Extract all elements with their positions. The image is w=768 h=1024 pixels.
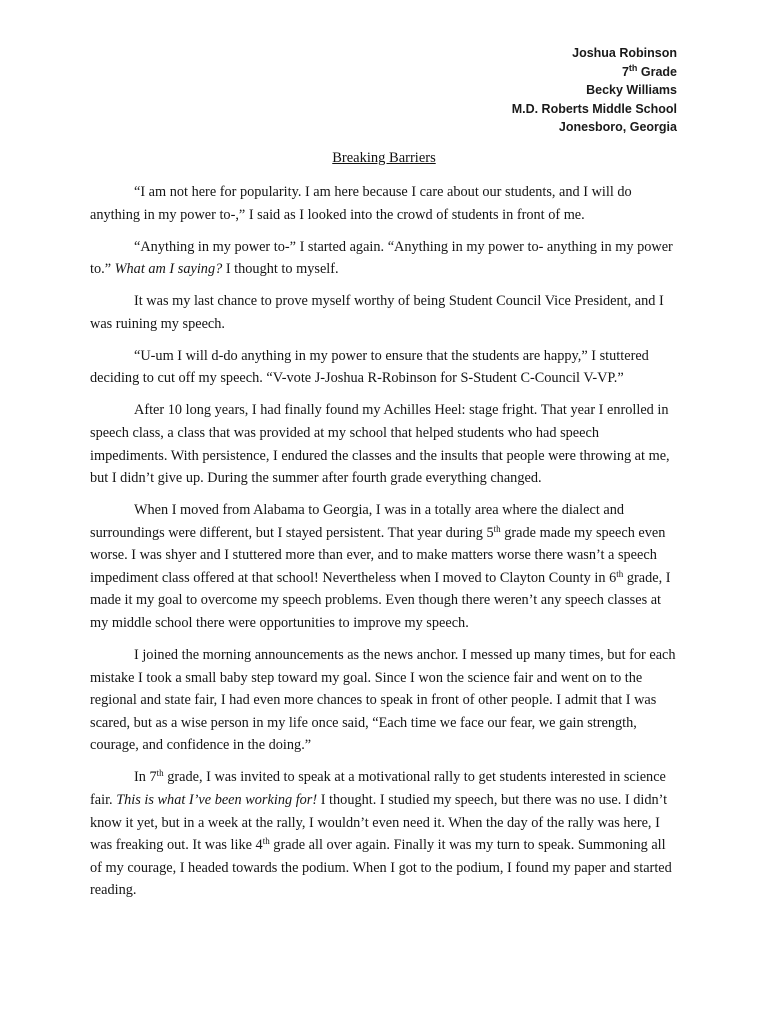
paragraph-2 xyxy=(90,236,676,281)
ordinal-suffix: th xyxy=(262,836,270,847)
paragraph-text: It was my last chance to prove myself worthy of being Student Council Vice President, and I was ruining my speech. xyxy=(90,293,664,332)
paragraph-5 xyxy=(90,399,676,489)
school-name: M.D. Roberts Middle School xyxy=(511,101,677,116)
paragraph-text: grade all over again. Finally it was my turn to speak. Summoning all of my courage, I headed towards the podium. When I got to the podium, I found my paper and started reading. xyxy=(90,837,672,899)
paragraph-text: “I am not here for popularity. I am here because I care about our students, and I will do anything in my power to-,” I said as I looked into the crowd of students in front of me. xyxy=(90,184,632,223)
paragraph-text: I thought. I studied my speech, but there was no use. I didn’t know it yet, but in a week at the rally, I wouldn’t even need it. When the day of the rally was here, I was freaking out. It was like 4 xyxy=(90,791,668,854)
paragraph-text: When I moved from Alabama to Georgia, I was in a totally area where the dialect and surroundings were different, but I stayed persistent. That year during 5 xyxy=(90,502,625,541)
essay-body xyxy=(90,181,676,911)
essay-title xyxy=(0,148,768,168)
grade-word: Grade xyxy=(637,64,677,79)
paragraph-6 xyxy=(90,499,676,635)
paragraph-text: grade made my speech even worse. I was shyer and I stuttered more than ever, and to make matters worse there wasn’t a speech impediment class offered at that school! Nevertheless when I moved to Clayton County in 6 xyxy=(90,524,666,586)
ordinal-suffix: th xyxy=(493,523,501,534)
teacher-name: Becky Williams xyxy=(586,83,677,98)
ordinal-suffix: th xyxy=(616,568,624,579)
paragraph-3 xyxy=(90,290,676,335)
paragraph-text: I thought to myself. xyxy=(222,261,339,278)
italic-thought: What am I saying? xyxy=(114,261,223,278)
paragraph-text: “U-um I will d-do anything in my power to ensure that the students are happy,” I stuttered deciding to cut off my speech. “V-vote J-Joshua R-Robinson for S-Student C-Council V-VP.” xyxy=(90,347,649,387)
paragraph-text: In 7 xyxy=(134,769,157,786)
paragraph-4 xyxy=(90,345,676,390)
paragraph-text: I joined the morning announcements as the news anchor. I messed up many times, but for each mistake I took a small baby step toward my goal. Since I won the science fair and went on to the regional and state fair, I had even more chances to speak in front of other people. I admit that I was scared, but as a wise person in my life once said, “Each time we face our fear, we gain strength, courage, and confidence in the doing.” xyxy=(90,647,676,754)
paragraph-text: grade, I made it my goal to overcome my speech problems. Even though there weren’t any speech classes at my middle school there were opportunities to improve my speech. xyxy=(90,569,671,632)
paragraph-1 xyxy=(90,181,676,226)
grade-ordinal: th xyxy=(628,62,638,73)
author-grade xyxy=(512,63,677,82)
author-header xyxy=(512,44,677,137)
grade-number: 7 xyxy=(621,64,629,79)
italic-thought: This is what I’ve been working for! xyxy=(116,791,318,808)
school-location: Jonesboro, Georgia xyxy=(558,120,677,135)
essay-title-text: Breaking Barriers xyxy=(332,150,436,166)
paragraph-text: After 10 long years, I had finally found my Achilles Heel: stage fright. That year I enrolled in speech class, a class that was provided at my school that helped students who had speech impediments. With persistence, I endured the classes and the insults that people were throwing at me, but I didn’t give up. During the summer after fourth grade everything changed. xyxy=(90,402,670,487)
paragraph-text: “Anything in my power to-” I started again. “Anything in my power to- anything in my power to.” xyxy=(90,238,673,278)
paragraph-text: grade, I was invited to speak at a motivational rally to get students interested in science fair. xyxy=(90,769,666,808)
paragraph-8 xyxy=(90,766,676,902)
ordinal-suffix: th xyxy=(156,768,164,779)
paragraph-7 xyxy=(90,644,676,757)
author-name: Joshua Robinson xyxy=(572,46,677,60)
